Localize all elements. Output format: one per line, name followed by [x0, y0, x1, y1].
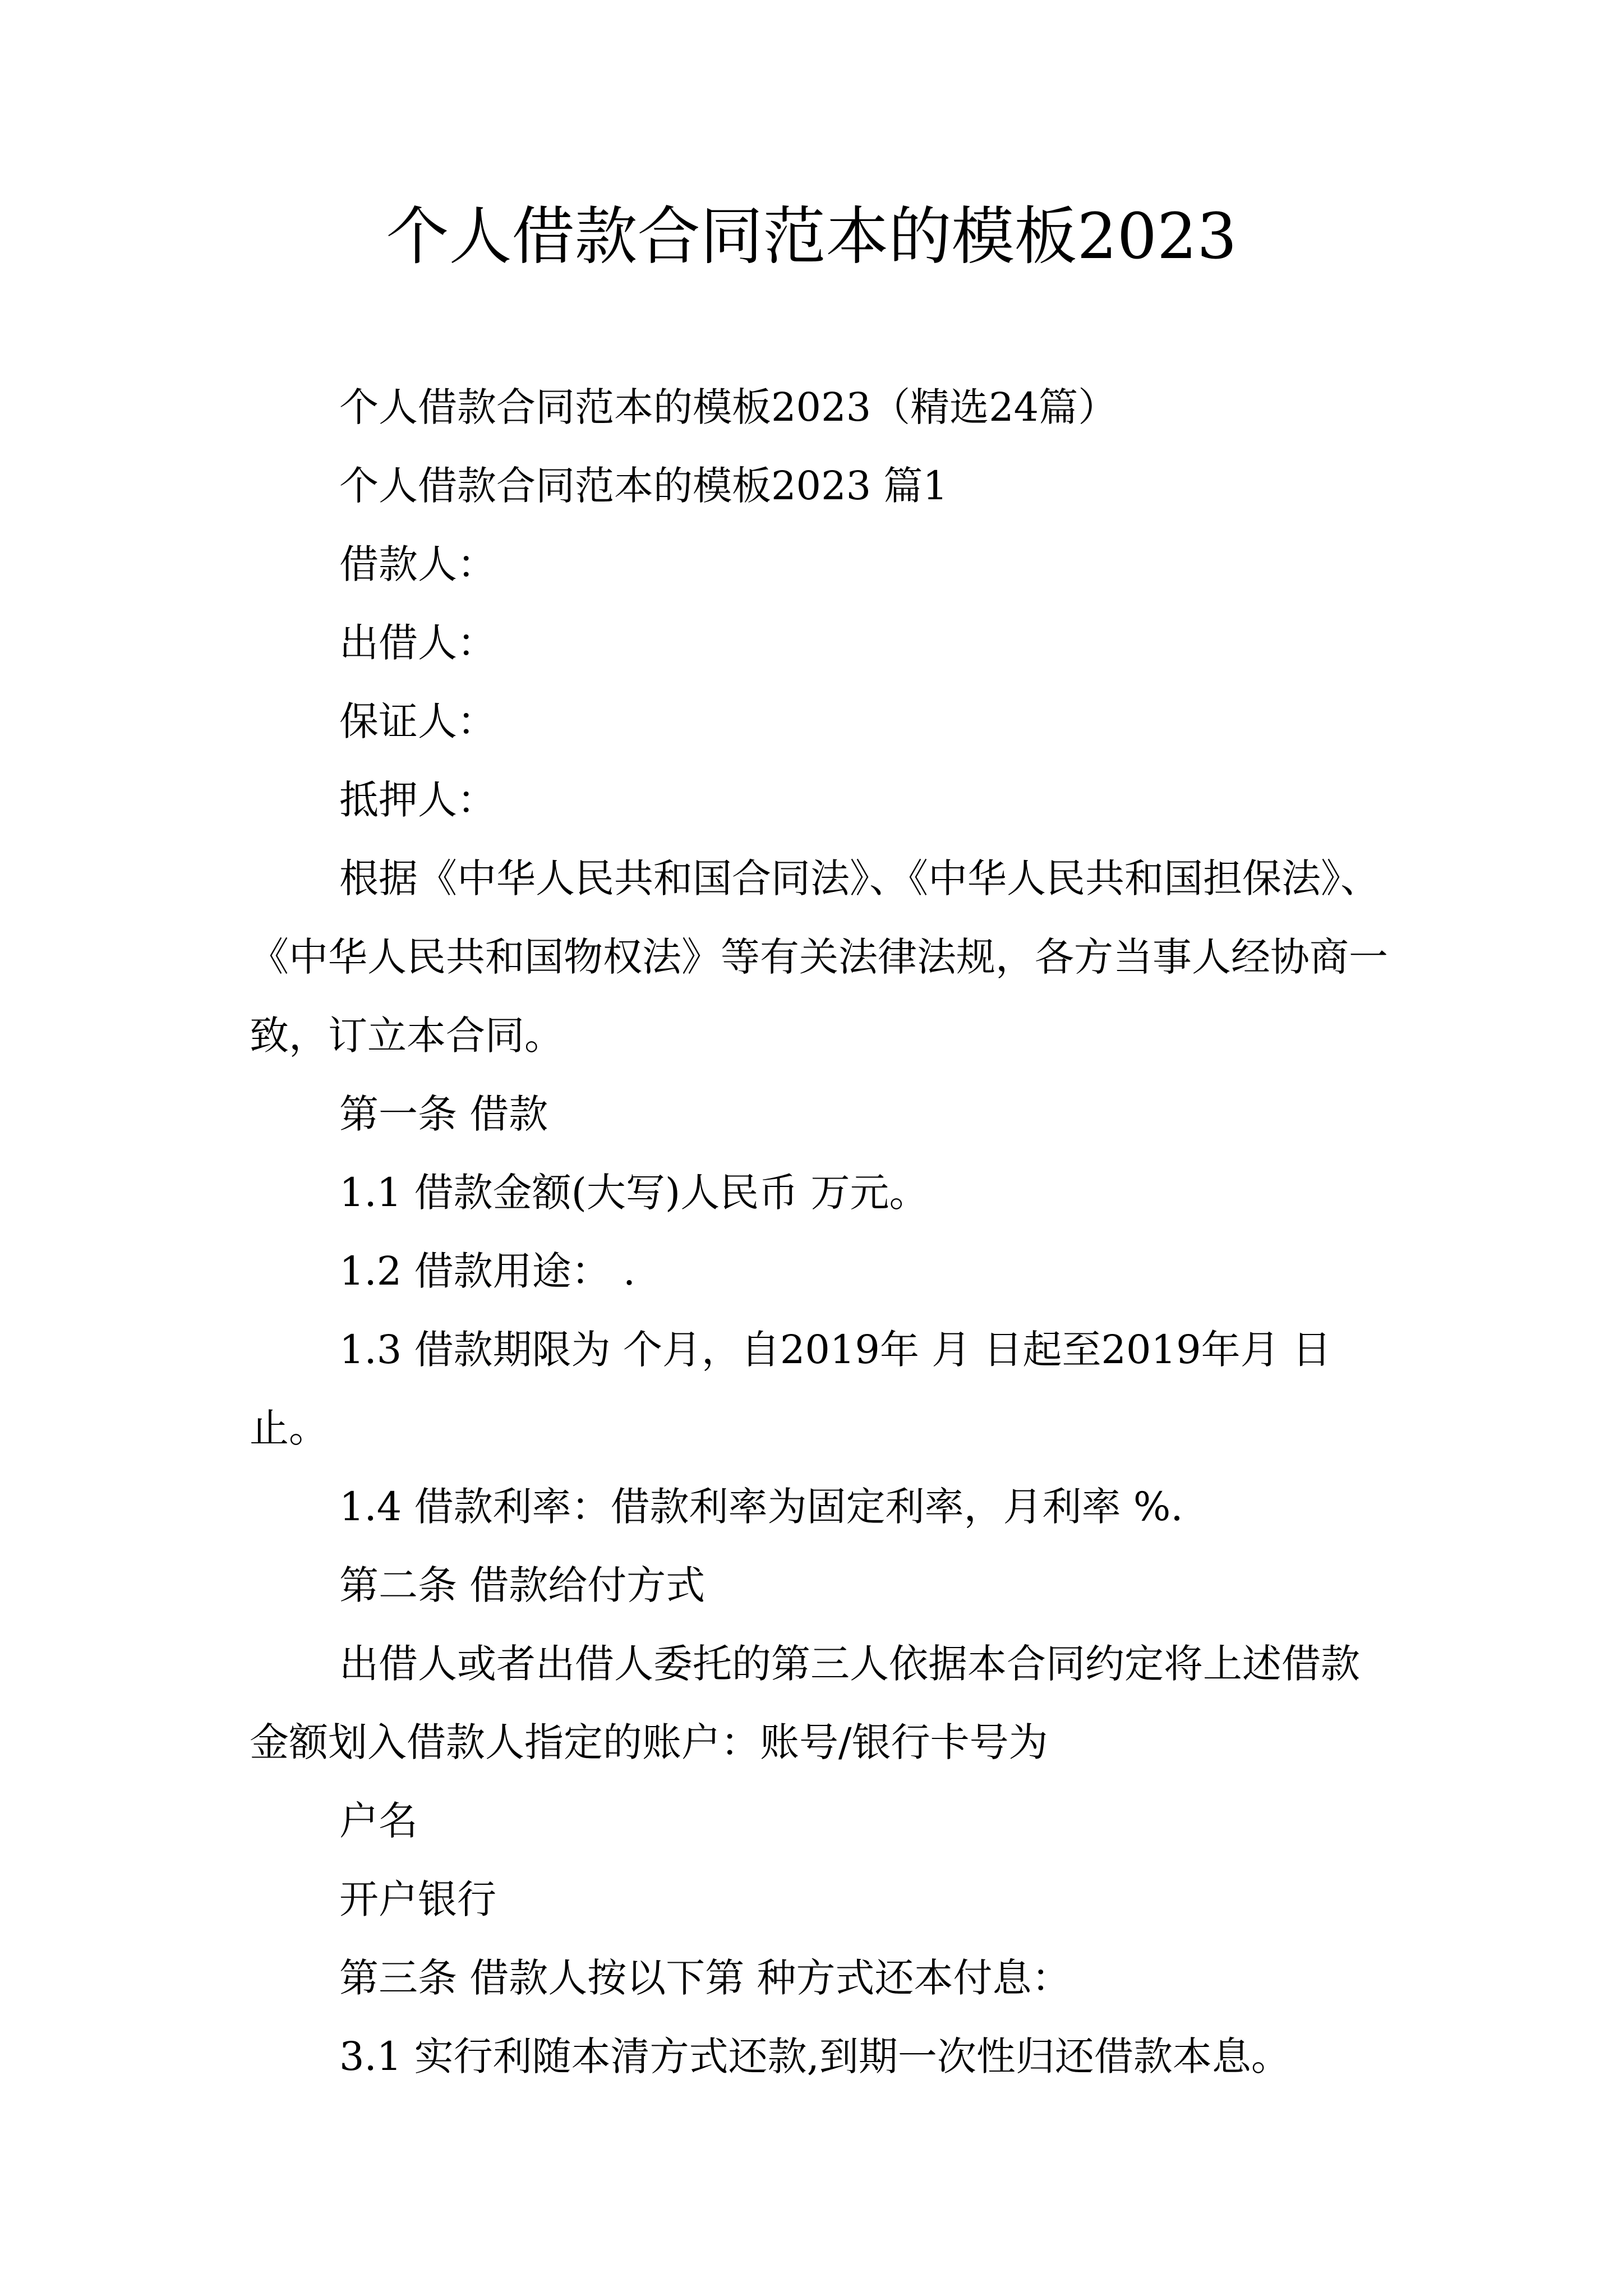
paragraph-mortgagor: 抵押人： [339, 777, 496, 823]
paragraph-payment-method: 出借人或者出借人委托的第三人依据本合同约定将上述借款金额划入借款人指定的账户：账号/银行卡号为 [250, 1641, 1360, 1765]
paragraph-account-name: 户名 [339, 1798, 418, 1844]
paragraph-clause-1-3: 1.3 借款期限为 个月，自2019年 月 日起至2019年月 日止。 [250, 1327, 1331, 1451]
paragraph-article-1-heading: 第一条 借款 [339, 1091, 548, 1137]
paragraph-article-2-heading: 第二条 借款给付方式 [339, 1562, 706, 1608]
paragraph-borrower: 借款人： [339, 541, 496, 587]
paragraph-clause-1-2: 1.2 借款用途： . [339, 1248, 636, 1294]
paragraph-legal-basis: 根据《中华人民共和国合同法》、《中华人民共和国担保法》、《中华人民共和国物权法》等有关法律法规，各方当事人经协商一致，订立本合同。 [250, 855, 1388, 1059]
paragraph-clause-1-4: 1.4 借款利率：借款利率为固定利率，月利率 %. [339, 1484, 1183, 1530]
document-title: 个人借款合同范本的模板2023 [386, 200, 1237, 273]
paragraph-clause-3-1: 3.1 实行利随本清方式还款,到期一次性归还借款本息。 [339, 2033, 1290, 2079]
paragraph-subtitle: 个人借款合同范本的模板2023（精选24篇） [339, 384, 1118, 430]
paragraph-section-heading: 个人借款合同范本的模板2023 篇1 [339, 463, 948, 509]
paragraph-article-3-heading: 第三条 借款人按以下第 种方式还本付息： [339, 1955, 1071, 2001]
paragraph-guarantor: 保证人： [339, 698, 496, 744]
paragraph-bank: 开户银行 [339, 1876, 496, 1922]
paragraph-lender: 出借人： [339, 620, 496, 666]
paragraph-clause-1-1: 1.1 借款金额(大写)人民币 万元。 [339, 1170, 929, 1216]
document-body [250, 368, 1388, 2096]
